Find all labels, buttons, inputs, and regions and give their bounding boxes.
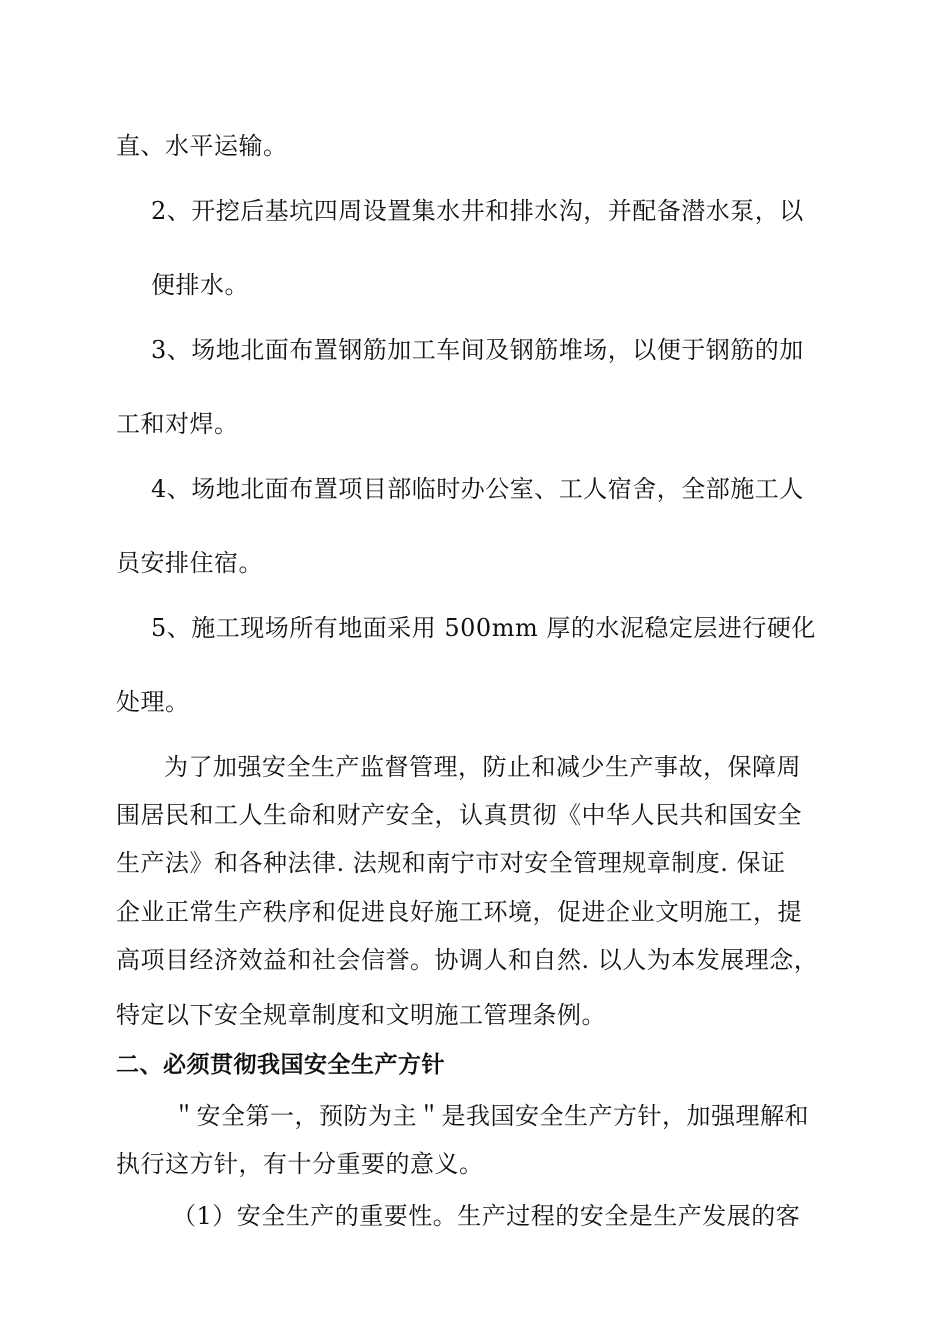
text-line: 直、水平运输。: [116, 132, 288, 160]
list-item-5: 5、施工现场所有地面采用 500mm 厚的水泥稳定层进行硬化: [151, 614, 816, 642]
paragraph-line: 特定以下安全规章制度和文明施工管理条例。: [116, 1001, 606, 1029]
section-heading: 二、必须贯彻我国安全生产方针: [116, 1052, 445, 1078]
paragraph-line: 高项目经济效益和社会信誉。协调人和自然. 以人为本发展理念，: [116, 946, 819, 974]
list-item-4-continuation: 员安排住宿。: [116, 549, 263, 577]
list-item-3: 3、场地北面布置钢筋加工车间及钢筋堆场，以便于钢筋的加: [151, 336, 804, 364]
paragraph-line: 生产法》和各种法律. 法规和南宁市对安全管理规章制度. 保证: [116, 849, 786, 877]
paragraph-line: （1）安全生产的重要性。生产过程的安全是生产发展的客: [172, 1202, 801, 1230]
paragraph-line: 为了加强安全生产监督管理，防止和减少生产事故，保障周: [164, 753, 801, 781]
list-item-2-continuation: 便排水。: [151, 271, 249, 299]
list-item-2: 2、开挖后基坑四周设置集水井和排水沟，并配备潜水泵，以: [151, 197, 804, 225]
list-item-3-continuation: 工和对焊。: [116, 410, 239, 438]
list-item-4: 4、场地北面布置项目部临时办公室、工人宿舍，全部施工人: [151, 475, 804, 503]
paragraph-line: ＂安全第一，预防为主＂是我国安全生产方针，加强理解和: [172, 1102, 809, 1130]
list-item-5-continuation: 处理。: [116, 688, 190, 716]
paragraph-line: 执行这方针，有十分重要的意义。: [116, 1150, 484, 1178]
paragraph-line: 企业正常生产秩序和促进良好施工环境，促进企业文明施工，提: [116, 898, 802, 926]
paragraph-line: 围居民和工人生命和财产安全，认真贯彻《中华人民共和国安全: [116, 801, 802, 829]
